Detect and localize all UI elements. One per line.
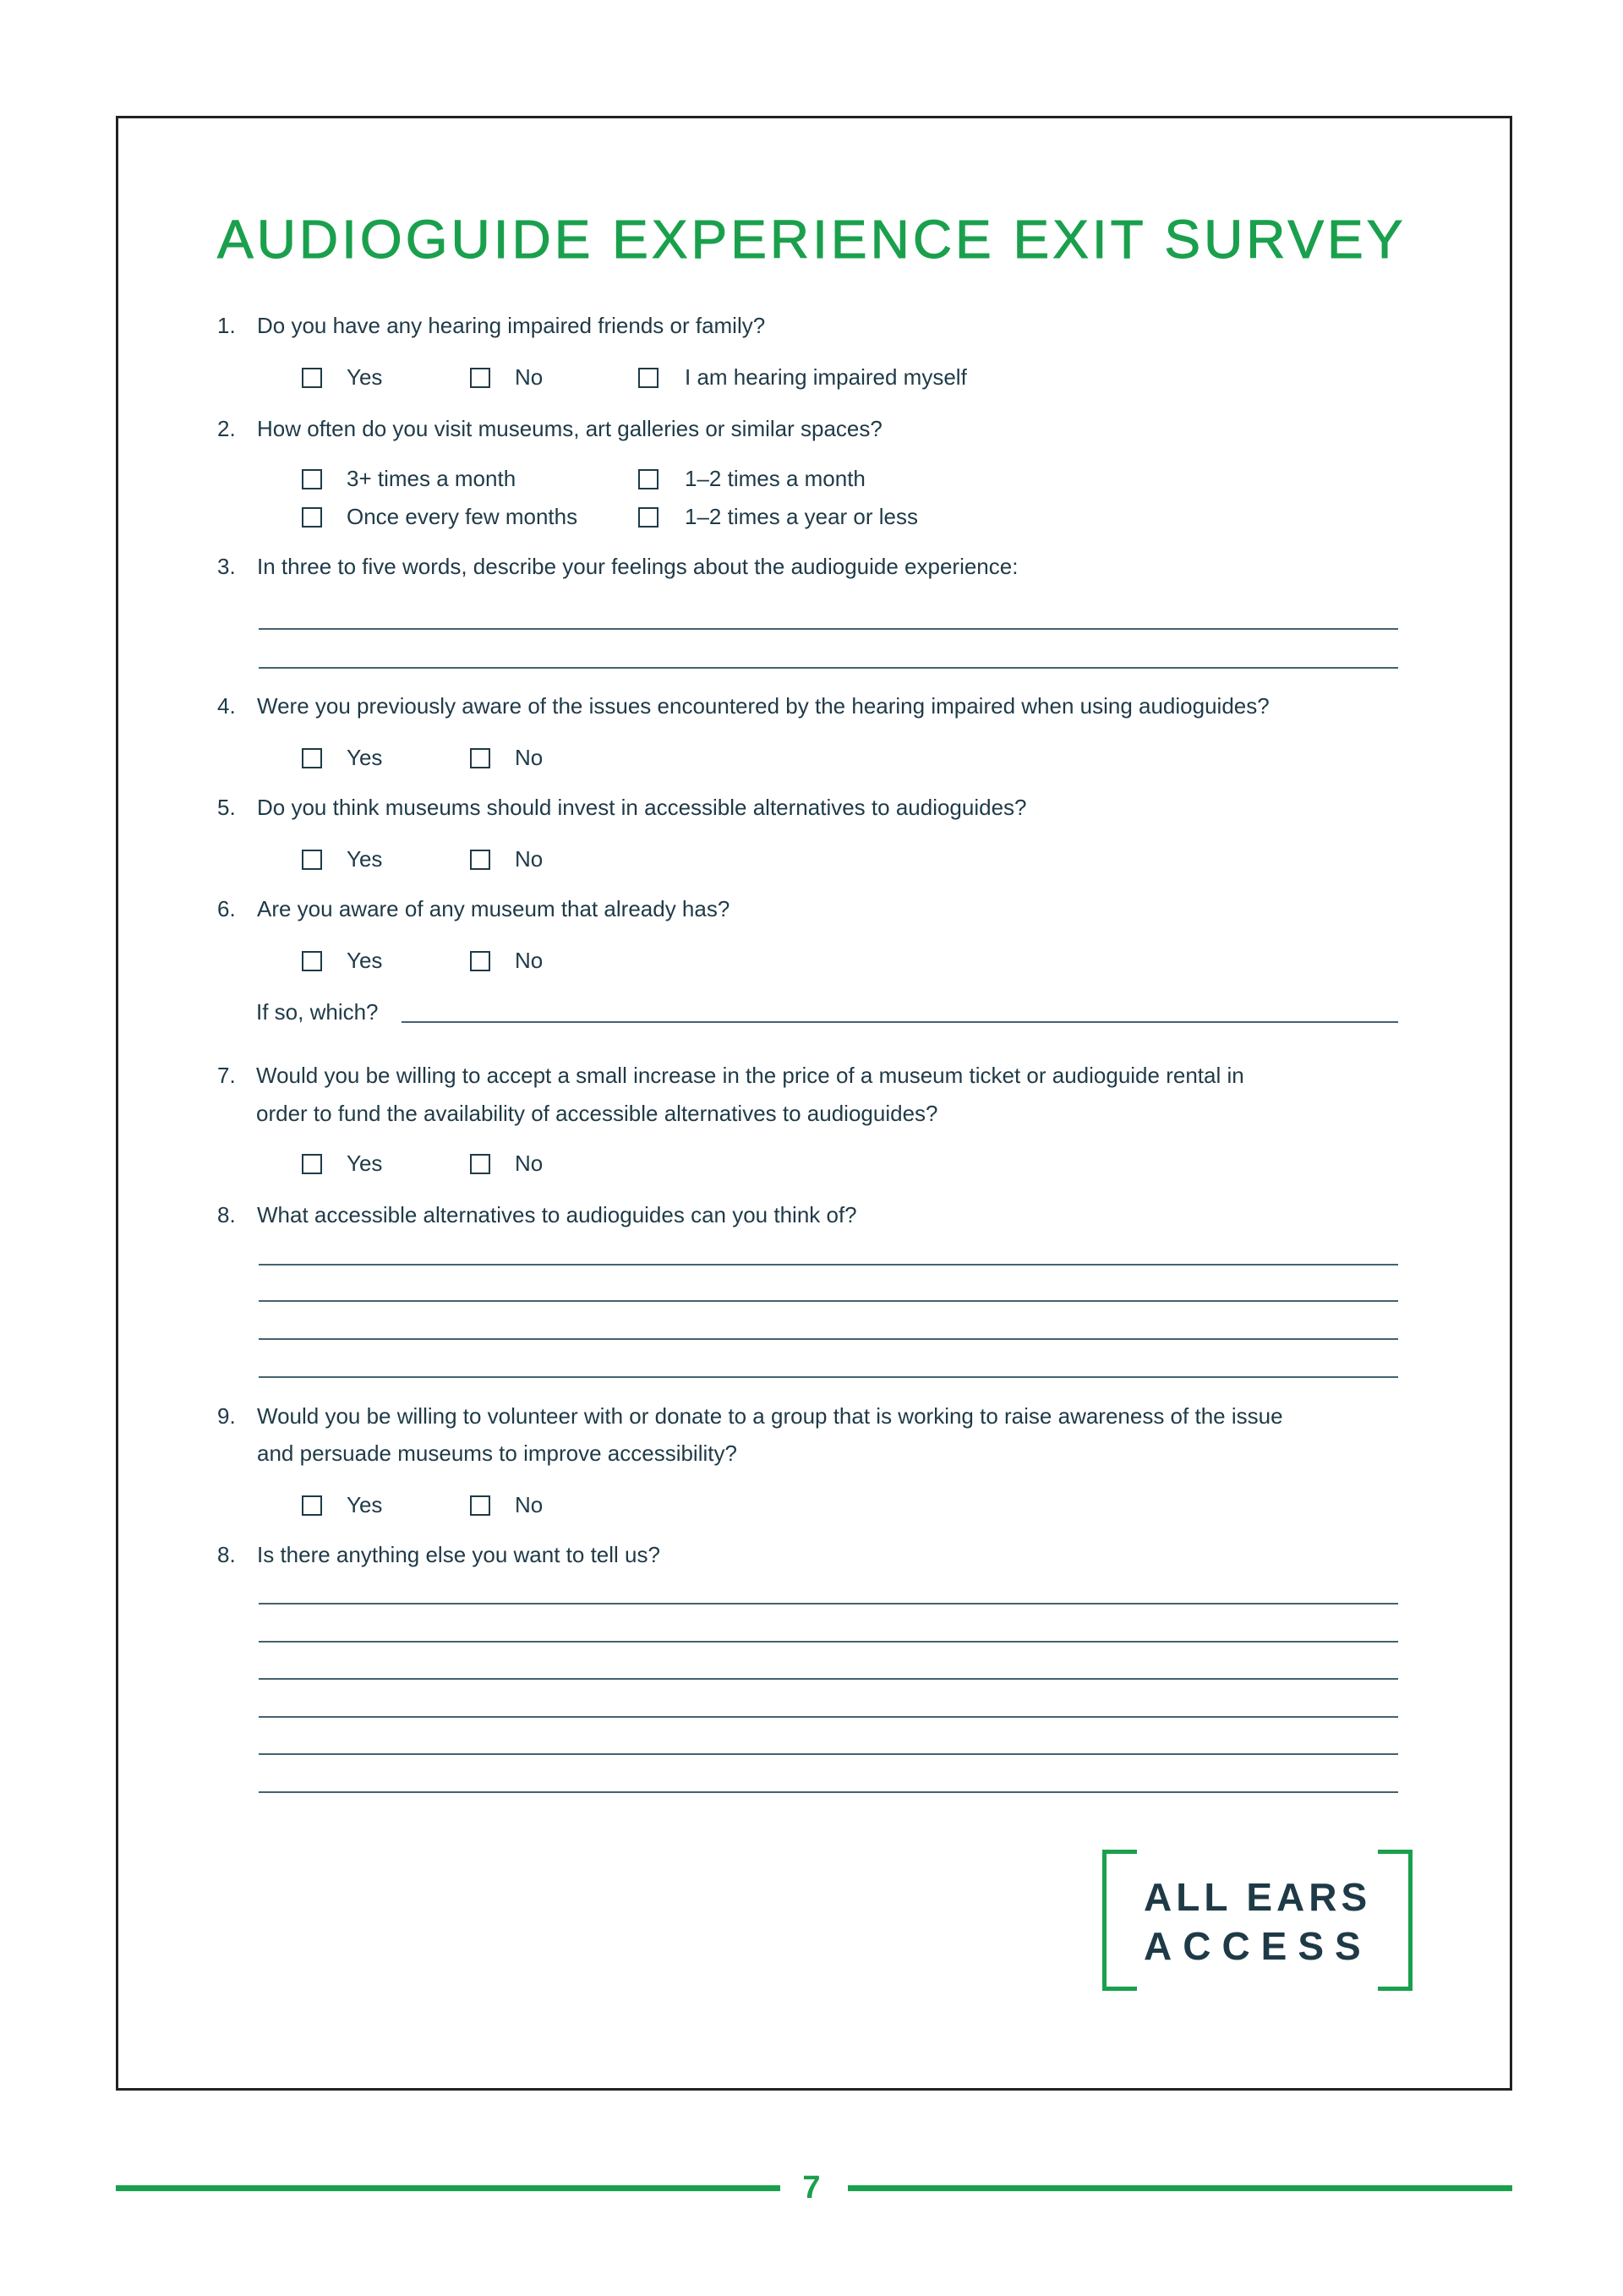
followup-label: If so, which? [256,999,379,1025]
checkbox-q2-1-2-month[interactable] [638,469,658,489]
answer-line[interactable] [259,1791,1398,1793]
answer-line[interactable] [259,1641,1398,1643]
checkbox-q2-few-months[interactable] [302,507,322,528]
answer-line[interactable] [259,1716,1398,1718]
option-label: Yes [347,948,383,973]
answer-line[interactable] [259,1603,1398,1604]
question-text: Were you previously aware of the issues encountered by the hearing impaired when using audioguides? [257,693,1270,719]
checkbox-q6-no[interactable] [470,951,490,971]
footer-rule-right [848,2185,1512,2191]
question-text: Do you think museums should invest in accessible alternatives to audioguides? [257,795,1027,820]
followup-answer-line[interactable] [402,1021,1398,1023]
question-text: Would you be willing to accept a small increase in the price of a museum ticket or audioguide rental in [256,1063,1244,1088]
option-label: Yes [347,364,383,390]
question-number: 8. [217,1542,236,1567]
checkbox-q1-yes[interactable] [302,368,322,388]
logo-left-bracket [1102,1850,1137,1991]
question-number: 7. [217,1063,236,1088]
footer-rule-left [116,2185,780,2191]
checkbox-q1-no[interactable] [470,368,490,388]
checkbox-q4-yes[interactable] [302,748,322,768]
checkbox-q9-no[interactable] [470,1495,490,1516]
answer-line[interactable] [259,1264,1398,1266]
question-text-continued: order to fund the availability of accessible alternatives to audioguides? [256,1101,938,1126]
answer-line[interactable] [259,1678,1398,1680]
question-text: In three to five words, describe your feelings about the audioguide experience: [257,554,1019,579]
answer-line[interactable] [259,1338,1398,1340]
answer-line[interactable] [259,628,1398,630]
option-label: Once every few months [347,504,578,529]
answer-line[interactable] [259,1753,1398,1755]
checkbox-q7-yes[interactable] [302,1154,322,1174]
logo-text-line1: ALL EARS [1144,1875,1372,1919]
question-text: Are you aware of any museum that already has? [257,896,730,921]
checkbox-q6-yes[interactable] [302,951,322,971]
checkbox-q1-self[interactable] [638,368,658,388]
question-text: Do you have any hearing impaired friends or family? [257,313,766,338]
question-number: 1. [217,313,236,338]
logo-text-line2: ACCESS [1144,1924,1372,1968]
checkbox-q5-no[interactable] [470,850,490,870]
checkbox-q5-yes[interactable] [302,850,322,870]
option-label: Yes [347,1151,383,1176]
answer-line[interactable] [259,667,1398,669]
option-label: No [515,745,544,770]
checkbox-q2-1-2-year[interactable] [638,507,658,528]
option-label: No [515,948,544,973]
option-label: No [515,1151,544,1176]
option-label: Yes [347,846,383,872]
question-number: 9. [217,1403,236,1429]
option-label: No [515,364,544,390]
question-text: What accessible alternatives to audioguides can you think of? [257,1202,857,1227]
option-label: 1–2 times a year or less [685,504,919,529]
question-number: 3. [217,554,236,579]
checkbox-q4-no[interactable] [470,748,490,768]
question-number: 2. [217,416,236,441]
question-text: How often do you visit museums, art galleries or similar spaces? [257,416,883,441]
question-number: 4. [217,693,236,719]
option-label: 3+ times a month [347,466,516,491]
question-text: Is there anything else you want to tell us? [257,1542,660,1567]
option-label: I am hearing impaired myself [685,364,967,390]
answer-line[interactable] [259,1376,1398,1378]
option-label: Yes [347,1492,383,1517]
question-text-continued: and persuade museums to improve accessibility? [257,1440,737,1466]
checkbox-q7-no[interactable] [470,1154,490,1174]
page-number: 7 [802,2170,821,2206]
survey-title: AUDIOGUIDE EXPERIENCE EXIT SURVEY [217,209,1407,270]
checkbox-q9-yes[interactable] [302,1495,322,1516]
option-label: No [515,846,544,872]
question-number: 5. [217,795,236,820]
option-label: Yes [347,745,383,770]
question-number: 8. [217,1202,236,1227]
question-number: 6. [217,896,236,921]
option-label: 1–2 times a month [685,466,866,491]
answer-line[interactable] [259,1300,1398,1302]
option-label: No [515,1492,544,1517]
question-text: Would you be willing to volunteer with or donate to a group that is working to raise awareness of the issue [257,1403,1283,1429]
logo-right-bracket [1378,1850,1413,1991]
checkbox-q2-3plus-month[interactable] [302,469,322,489]
